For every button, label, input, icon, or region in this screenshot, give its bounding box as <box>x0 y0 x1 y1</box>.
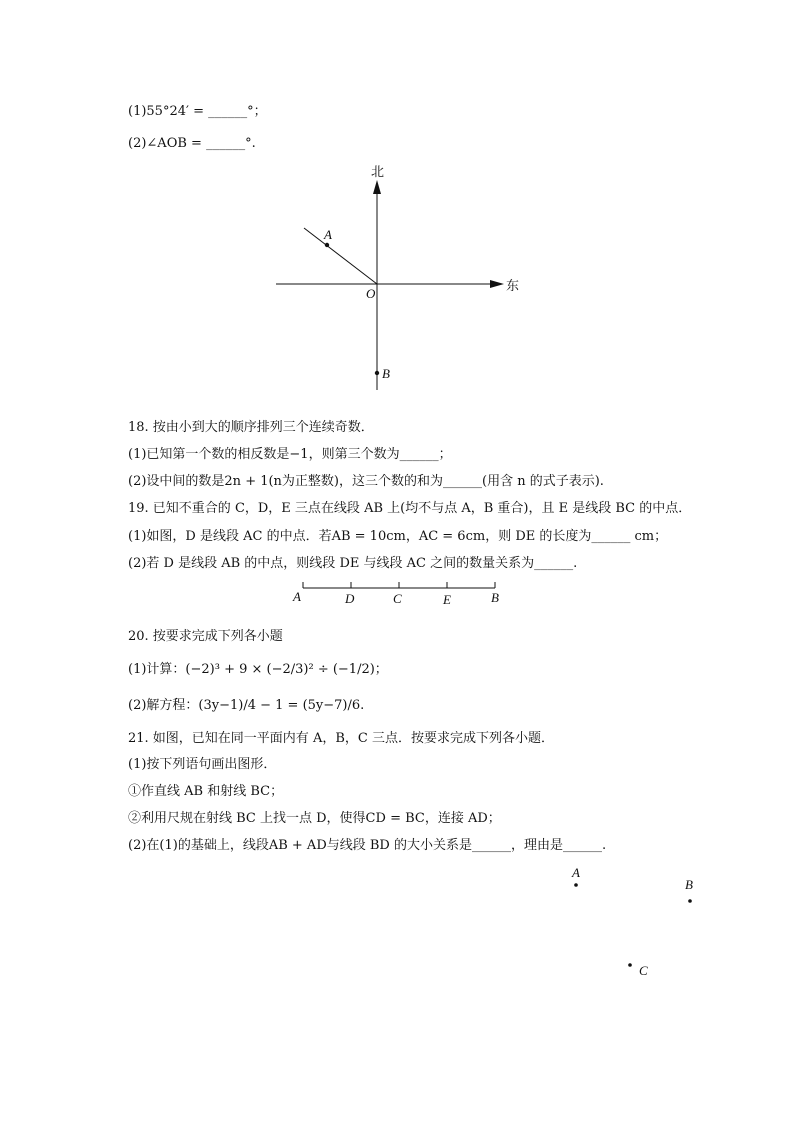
q21-stem: 21. 如图，已知在同一平面内有 A，B，C 三点．按要求完成下列各小题． <box>128 731 554 746</box>
seg-label-D: D <box>345 591 355 606</box>
north-label: 北 <box>371 165 385 180</box>
seg-label-B: B <box>491 590 499 605</box>
q19-stem: 19. 已知不重合的 C，D，E 三点在线段 AB 上(均不与点 A，B 重合)，且 E 是线段 BC 的中点． <box>128 501 692 516</box>
q21-point-B <box>688 899 692 903</box>
label-B: B <box>382 366 390 381</box>
q21-label-C: C <box>639 963 648 978</box>
q18-part2: (2)设中间的数是2n + 1(n为正整数)，这三个数的和为______(用含 n 的式子表示). <box>128 474 604 489</box>
q21-label-A: A <box>572 865 580 880</box>
q19-part2: (2)若 D 是线段 AB 的中点，则线段 DE 与线段 AC 之间的数量关系为______. <box>128 556 578 571</box>
seg-label-E: E <box>443 592 451 607</box>
label-A: A <box>324 227 332 242</box>
seg-label-A: A <box>293 589 301 604</box>
q21-point-C <box>628 963 632 967</box>
origin-label: O <box>366 286 376 301</box>
seg-label-C: C <box>393 591 402 606</box>
q21-step1: ①作直线 AB 和射线 BC； <box>128 784 284 799</box>
q19-part1: (1)如图，D 是线段 AC 的中点．若AB = 10cm，AC = 6cm，则 DE 的长度为______ cm； <box>128 529 668 544</box>
east-label: 东 <box>506 279 520 294</box>
q21-label-B: B <box>685 877 693 892</box>
q21-part1: (1)按下列语句画出图形． <box>128 757 277 772</box>
q17-part2: (2)∠AOB = ______°. <box>128 136 256 151</box>
q20-part1: (1)计算：(−2)³ + 9 × (−2/3)² ÷ (−1/2)； <box>128 662 388 677</box>
q18-part1: (1)已知第一个数的相反数是−1，则第三个数为______； <box>128 447 452 462</box>
q17-part1: (1)55°24′ = ______°； <box>128 104 267 119</box>
q21-point-A <box>574 883 578 887</box>
q18-stem: 18. 按由小到大的顺序排列三个连续奇数． <box>128 420 374 435</box>
q20-stem: 20. 按要求完成下列各小题 <box>128 629 283 644</box>
q21-step2: ②利用尺规在射线 BC 上找一点 D，使得CD = BC，连接 AD； <box>128 811 501 826</box>
q20-part2: (2)解方程：(3y−1)/4 − 1 = (5y−7)/6. <box>128 698 365 713</box>
q21-part2: (2)在(1)的基础上，线段AB + AD与线段 BD 的大小关系是______，理由是______. <box>128 838 607 853</box>
